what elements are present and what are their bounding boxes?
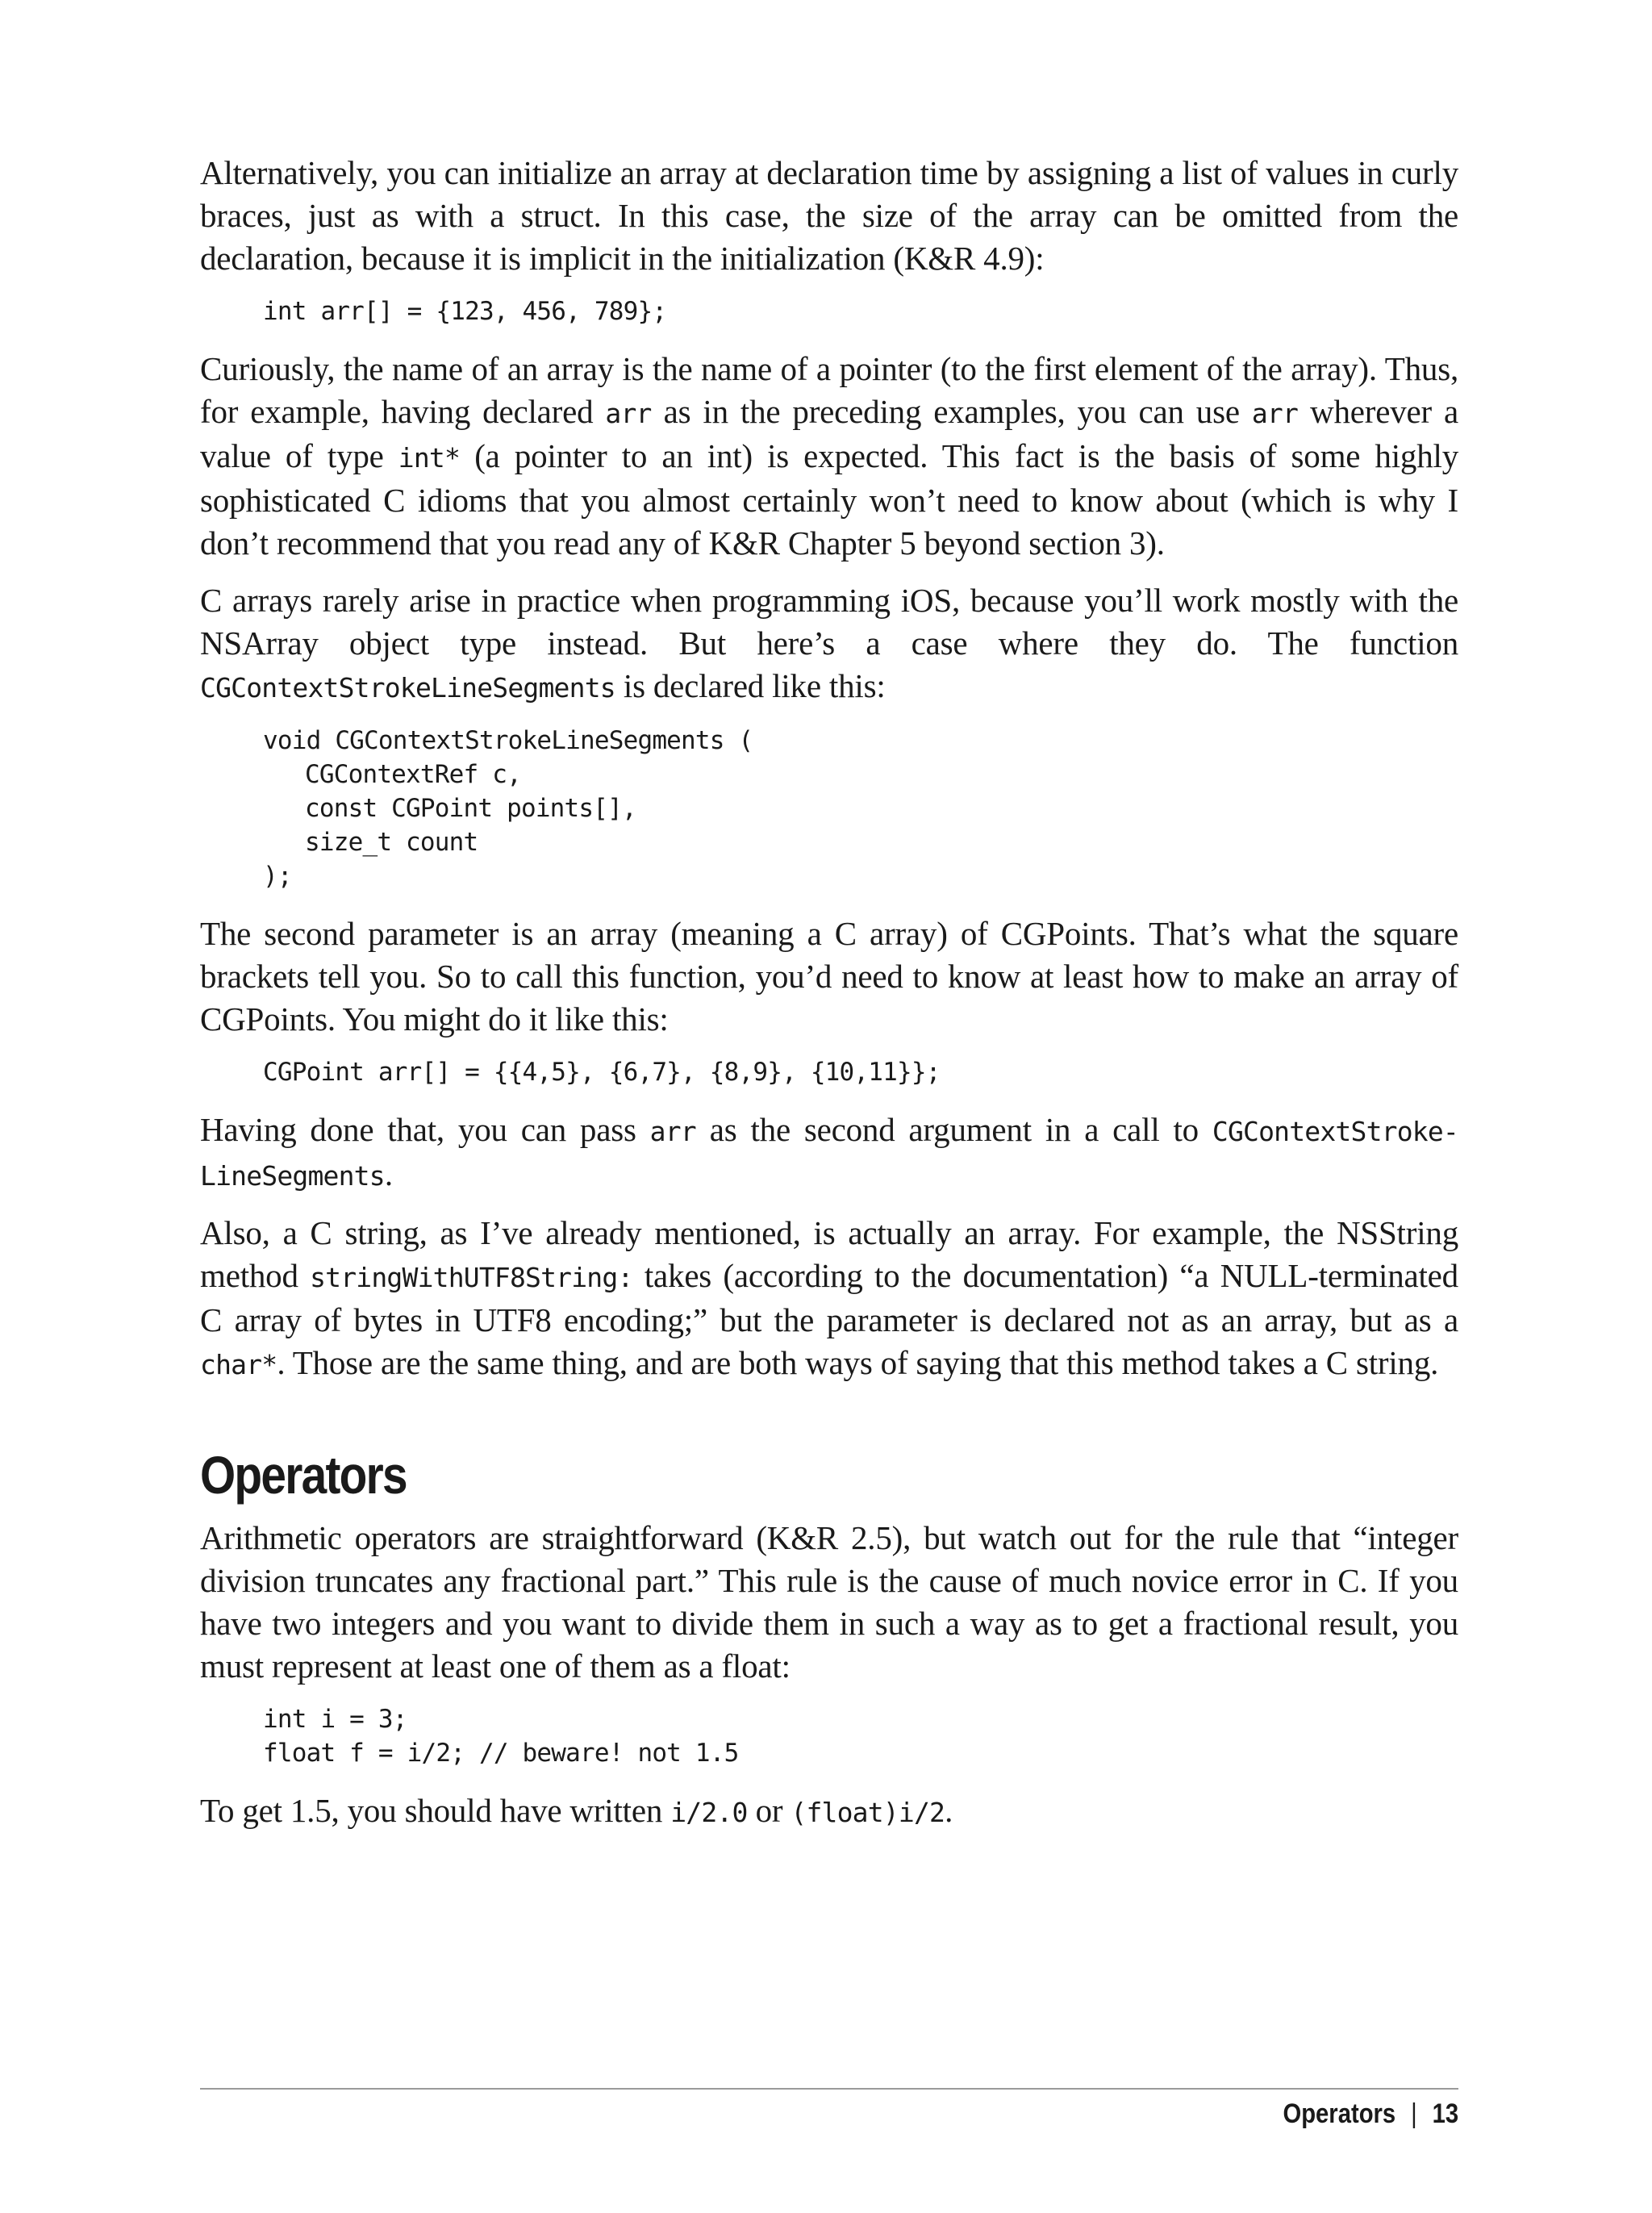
inline-code-method-name: stringWithUTF8String: — [310, 1262, 633, 1293]
paragraph-array-name-pointer — [200, 348, 1458, 565]
running-footer-section: Operators — [1283, 2098, 1396, 2129]
inline-code-arr: arr — [1251, 398, 1299, 429]
text-span: is declared like this: — [615, 667, 886, 704]
inline-code-int-pointer: int* — [398, 442, 461, 474]
code-line: const CGPoint points[], — [305, 794, 636, 823]
footer-divider — [200, 2088, 1458, 2090]
inline-code-arr: arr — [605, 398, 652, 429]
text-span: To get 1.5, you should have written — [200, 1792, 671, 1829]
paragraph-pass-arr — [200, 1109, 1458, 1197]
text-span: wherever a value of type — [200, 393, 1458, 474]
code-line: void CGContextStrokeLineSegments ( — [263, 726, 753, 755]
footer-separator: | — [1410, 2098, 1417, 2129]
code-integer-division — [200, 1702, 1458, 1770]
code-array-initializer: int arr[] = {123, 456, 789}; — [263, 297, 667, 326]
inline-code-float-division: i/2.0 — [670, 1797, 748, 1828]
text-span: or — [747, 1792, 791, 1829]
paragraph-second-parameter: The second parameter is an array (meaning a C array) of CGPoints. That’s what the square brackets tell you. So to call this function, you’d need to know at least how to make an array of CGPoints. You might do it like this: — [200, 915, 1458, 1038]
paragraph-c-string-array — [200, 1212, 1458, 1386]
code-line: int i = 3; — [263, 1705, 407, 1734]
code-line: size_t count — [305, 828, 478, 857]
text-span: . — [384, 1155, 393, 1192]
text-span: . — [945, 1792, 953, 1829]
paragraph-c-arrays-ios — [200, 579, 1458, 709]
text-span: Curiously, the name of an array is the name of a pointer (to the first element of the array). Thus, for example, having declared — [200, 350, 1458, 430]
inline-code-function-name: CGContextStroke-LineSegments — [200, 1116, 1458, 1192]
inline-code-function-name: CGContextStrokeLineSegments — [200, 672, 615, 704]
text-span: . Those are the same thing, and are both ways of saying that this method takes a C string. — [277, 1344, 1439, 1381]
code-function-declaration — [200, 724, 1458, 893]
inline-code-cast-division: (float)i/2 — [791, 1797, 945, 1828]
paragraph-array-initialization: Alternatively, you can initialize an array at declaration time by assigning a list of values in curly braces, just as with a struct. In this case, the size of the array can be omitted from the declaration, because it is implicit in the initialization (K&R 4.9): — [200, 154, 1458, 277]
code-line: ); — [263, 862, 292, 891]
code-cgpoint-array: CGPoint arr[] = {{4,5}, {6,7}, {8,9}, {10,11}}; — [263, 1058, 941, 1087]
code-line: float f = i/2; // beware! not 1.5 — [263, 1739, 739, 1768]
text-span: C arrays rarely arise in practice when programming iOS, because you’ll work mostly with the NSArray object type instead. But here’s a case where they do. The function — [200, 582, 1458, 662]
section-heading: Operators — [200, 1445, 407, 1505]
text-span: as in the preceding examples, you can use — [651, 393, 1252, 430]
paragraph-get-fraction — [200, 1789, 1458, 1834]
text-span: as the second argument in a call to — [695, 1111, 1212, 1148]
text-span: (a pointer to an int) is expected. This fact is the basis of some highly sophisticated C idioms that you almost certainly won’t need to know about (which is why I don’t recommend that you read any of K&R Chapter 5 beyond section 3). — [200, 437, 1458, 562]
text-span: Also, a C string, as I’ve already mentioned, is actually an array. For example, the NSString method — [200, 1214, 1458, 1294]
page-content — [200, 152, 1458, 1848]
page-number: 13 — [1432, 2098, 1458, 2129]
paragraph-arithmetic-operators: Arithmetic operators are straightforward (K&R 2.5), but watch out for the rule that “integer division truncates any fractional part.” This rule is the cause of much novice error in C. If you have two integers and you want to divide them in such a way as to get a fractional result, you must represent at least one of them as a float: — [200, 1519, 1458, 1685]
inline-code-arr: arr — [649, 1116, 696, 1147]
inline-code-char-pointer: char* — [200, 1349, 277, 1380]
code-line: CGContextRef c, — [305, 760, 521, 789]
page-footer — [1283, 2098, 1458, 2130]
text-span: takes (according to the documentation) “a NULL-terminated C array of bytes in UTF8 encoding;” but the parameter is declared not as an array, but as a — [200, 1257, 1458, 1338]
text-span: Having done that, you can pass — [200, 1111, 650, 1148]
